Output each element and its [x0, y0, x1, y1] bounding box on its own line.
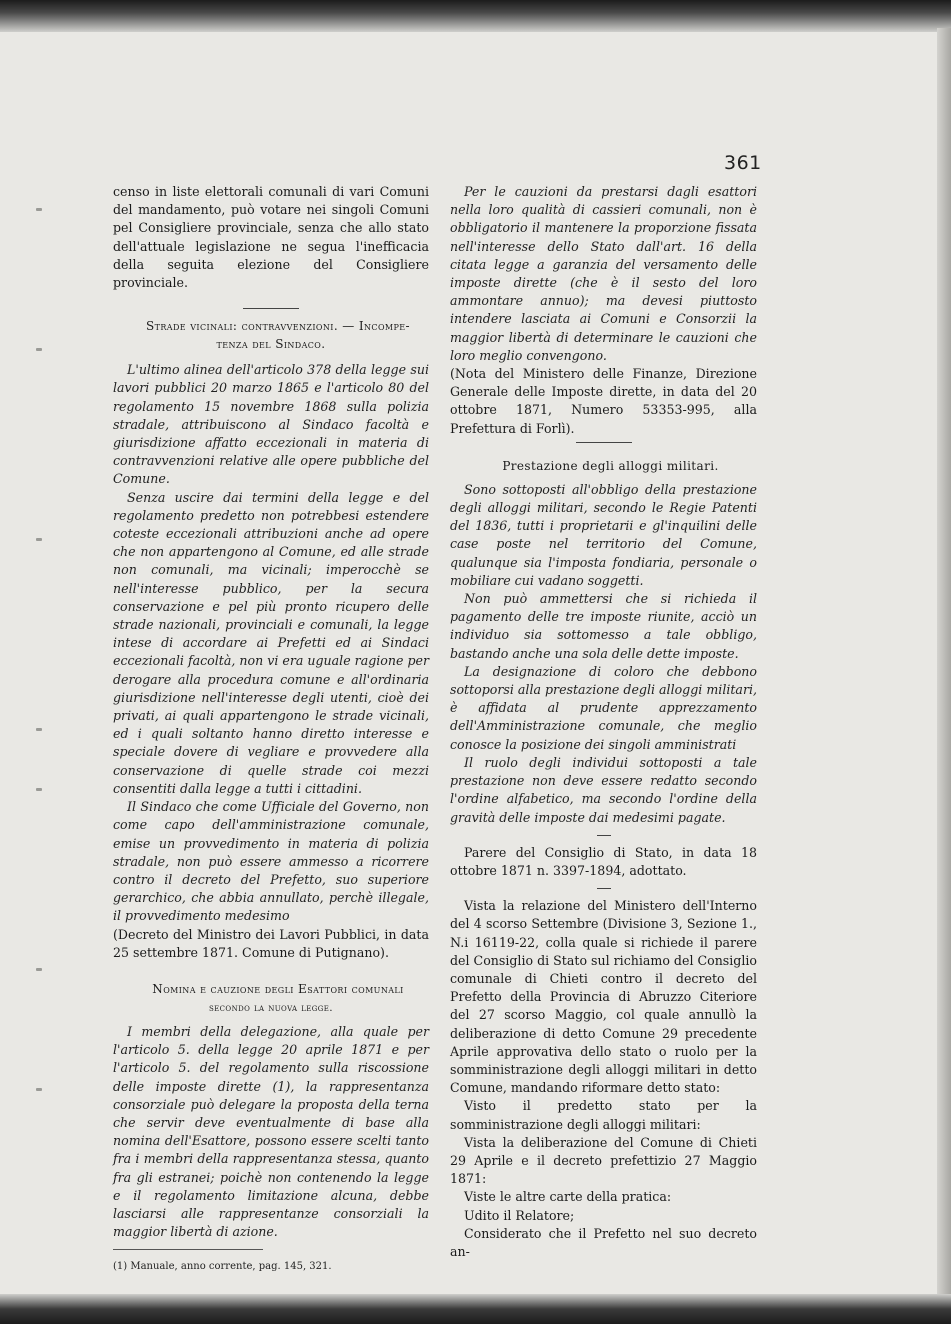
margin-marks	[30, 208, 54, 1208]
paragraph: Il ruolo degli individui sottoposti a tale prestazione non deve essere redatto secondo l'ordine alfabetico, ma secondo l'ordine della gravità delle imposte dai medesimi pagate.	[450, 754, 757, 825]
left-column	[113, 183, 429, 1274]
paragraph: La designazione di coloro che debbono sottoporsi alla prestazione degli alloggi militari, è affidata al prudente apprezzamento dell'Amministrazione comunale, che meglio conosce la posizione dei singoli amministrati	[450, 663, 757, 752]
paragraph: Vista la deliberazione del Comune di Chieti 29 Aprile e il decreto prefettizio 27 Maggio 1871:	[450, 1134, 757, 1187]
scan-edge-top	[0, 0, 951, 32]
paragraph: L'ultimo alinea dell'articolo 378 della legge sui lavori pubblici 20 marzo 1865 e l'articolo 80 del regolamento 15 novembre 1868 sulla polizia stradale, attribuiscono al Sindaco facoltà e giurisdizione affatto eccezionali in materia di contravvenzioni relative alle opere pubbliche del Comune.	[113, 362, 429, 487]
paragraph: Non può ammettersi che si richieda il pagamento delle tre imposte riunite, acciò un individuo sia sottomesso a tale obbligo, bastando anche una sola delle dette imposte.	[450, 591, 757, 661]
source-citation: (Decreto del Ministro dei Lavori Pubblici, in data 25 settembre 1871. Comune di Putignano).	[113, 926, 429, 960]
section-heading: Prestazione degli alloggi militari.	[502, 458, 719, 473]
paragraph: Viste le altre carte della pratica:	[464, 1189, 672, 1205]
right-column	[450, 183, 757, 1261]
paragraph: Senza uscire dai termini della legge e del regolamento predetto non potrebbesi estendere coteste eccezionali attribuzioni anche ad opere che non appartengono al Comune, ed alle strade non comunali, ma vicinali; imperocchè se nell'interesse pubblico, per la secura conservazione e pel più pronto ricupero delle strade nazionali, provinciali e comunali, la legge intese di accordare ai Prefetti ed ai Sindaci eccezionali facoltà, non vi era uguale ragione per derogare alla procedura comune e all'ordinaria giurisdizione nell'interesse degli utenti, cioè dei privati, ai quali appartengono le strade vicinali, ed i quali soltanto hanno diretto interesse e speciale dovere di vegliare e provvedere alla conservazione di quelle strade coi mezzi consentiti dalla legge a tutti i cittadini.	[113, 489, 429, 796]
footnote: (1) Manuale, anno corrente, pag. 145, 321.	[113, 1261, 332, 1273]
scan-edge-bottom	[0, 1294, 951, 1324]
page-number: 361	[724, 152, 762, 174]
paragraph: Sono sottoposti all'obbligo della prestazione degli alloggi militari, secondo le Regie Patenti del 1836, tutti i proprietarii e gl'inquilini delle case poste nel territorio del Comune, qualunque sia l'imposta fondiaria, personale o mobiliare cui vadano soggetti.	[450, 481, 757, 588]
scan-edge-right	[937, 28, 951, 1296]
paragraph: Per le cauzioni da prestarsi dagli esattori nella loro qualità di cassieri comunali, non è obbligatorio il mantenere la proporzione fissata nell'interesse dello Stato dall'art. 16 della citata legge a garanzia del versamento delle imposte dirette (che è il sesto del loro ammontare annuo); ma devesi piuttosto intendere lasciata ai Comuni e Consorzii la maggior libertà di determinare le cauzioni che loro meglio convengono.	[450, 184, 757, 363]
paragraph: Parere del Consiglio di Stato, in data 18 ottobre 1871 n. 3397-1894, adottato.	[450, 844, 757, 878]
paragraph: Vista la relazione del Ministero dell'Interno del 4 scorso Settembre (Divisione 3, Sezione 1., N.i 16119-22, colla quale si richiede il parere del Consiglio di Stato sul richiamo del Consiglio comunale di Chieti contro il decreto del Prefetto della Provincia di Abruzzo Citeriore del 27 scorso Maggio, col quale annullò la deliberazione di detto Comune 29 precedente Aprile approvativa dello stato o ruolo per la somministrazione degli alloggi militari in detto Comune, mandando riformare detto stato:	[450, 898, 757, 1096]
paragraph: Visto il predetto stato per la somministrazione degli alloggi militari:	[450, 1098, 757, 1132]
paragraph: I membri della delegazione, alla quale per l'articolo 5. della legge 20 aprile 1871 e per l'articolo 5. del regolamento sulla riscossione delle imposte dirette (1), la rappresentanza consorziale può delegare la proposta della terna che servir deve eventualmente di base alla nomina dell'Esattore, possono essere scelti tanto fra i membri della rappresentanza stessa, quanto fra gli estranei; poichè non contenendo la legge e il regolamento limitazione alcuna, debbe lasciarsi alle rappresentanze consorziali la maggior libertà di azione.	[113, 1023, 429, 1240]
section-heading: Strade vicinali: contravvenzioni. — Incompe- tenza del Sindaco.	[146, 319, 410, 352]
paragraph: censo in liste elettorali comunali di vari Comuni del mandamento, può votare nei singoli Comuni pel Consigliere provinciale, senza che allo stato dell'attuale legislazione ne segua l'inefficacia della seguita elezione del Consigliere provinciale.	[113, 184, 429, 291]
paragraph: Udito il Relatore;	[464, 1207, 575, 1223]
section-heading: Nomina e cauzione degli Esattori comunali secondo la nuova legge.	[152, 981, 404, 1014]
source-citation: (Nota del Ministero delle Finanze, Direzione Generale delle Imposte dirette, in data del 20 ottobre 1871, Numero 53353-995, alla Prefettura di Forlì).	[450, 366, 757, 436]
paragraph: Considerato che il Prefetto nel suo decreto an-	[450, 1225, 757, 1259]
paragraph: Il Sindaco che come Ufficiale del Governo, non come capo dell'amministrazione comunale, emise un provvedimento in materia di polizia stradale, non può essere ammesso a ricorrere contro il decreto del Prefetto, suo superiore gerarchico, che abbia annullato, perchè illegale, il provvedimento medesimo	[113, 799, 429, 924]
